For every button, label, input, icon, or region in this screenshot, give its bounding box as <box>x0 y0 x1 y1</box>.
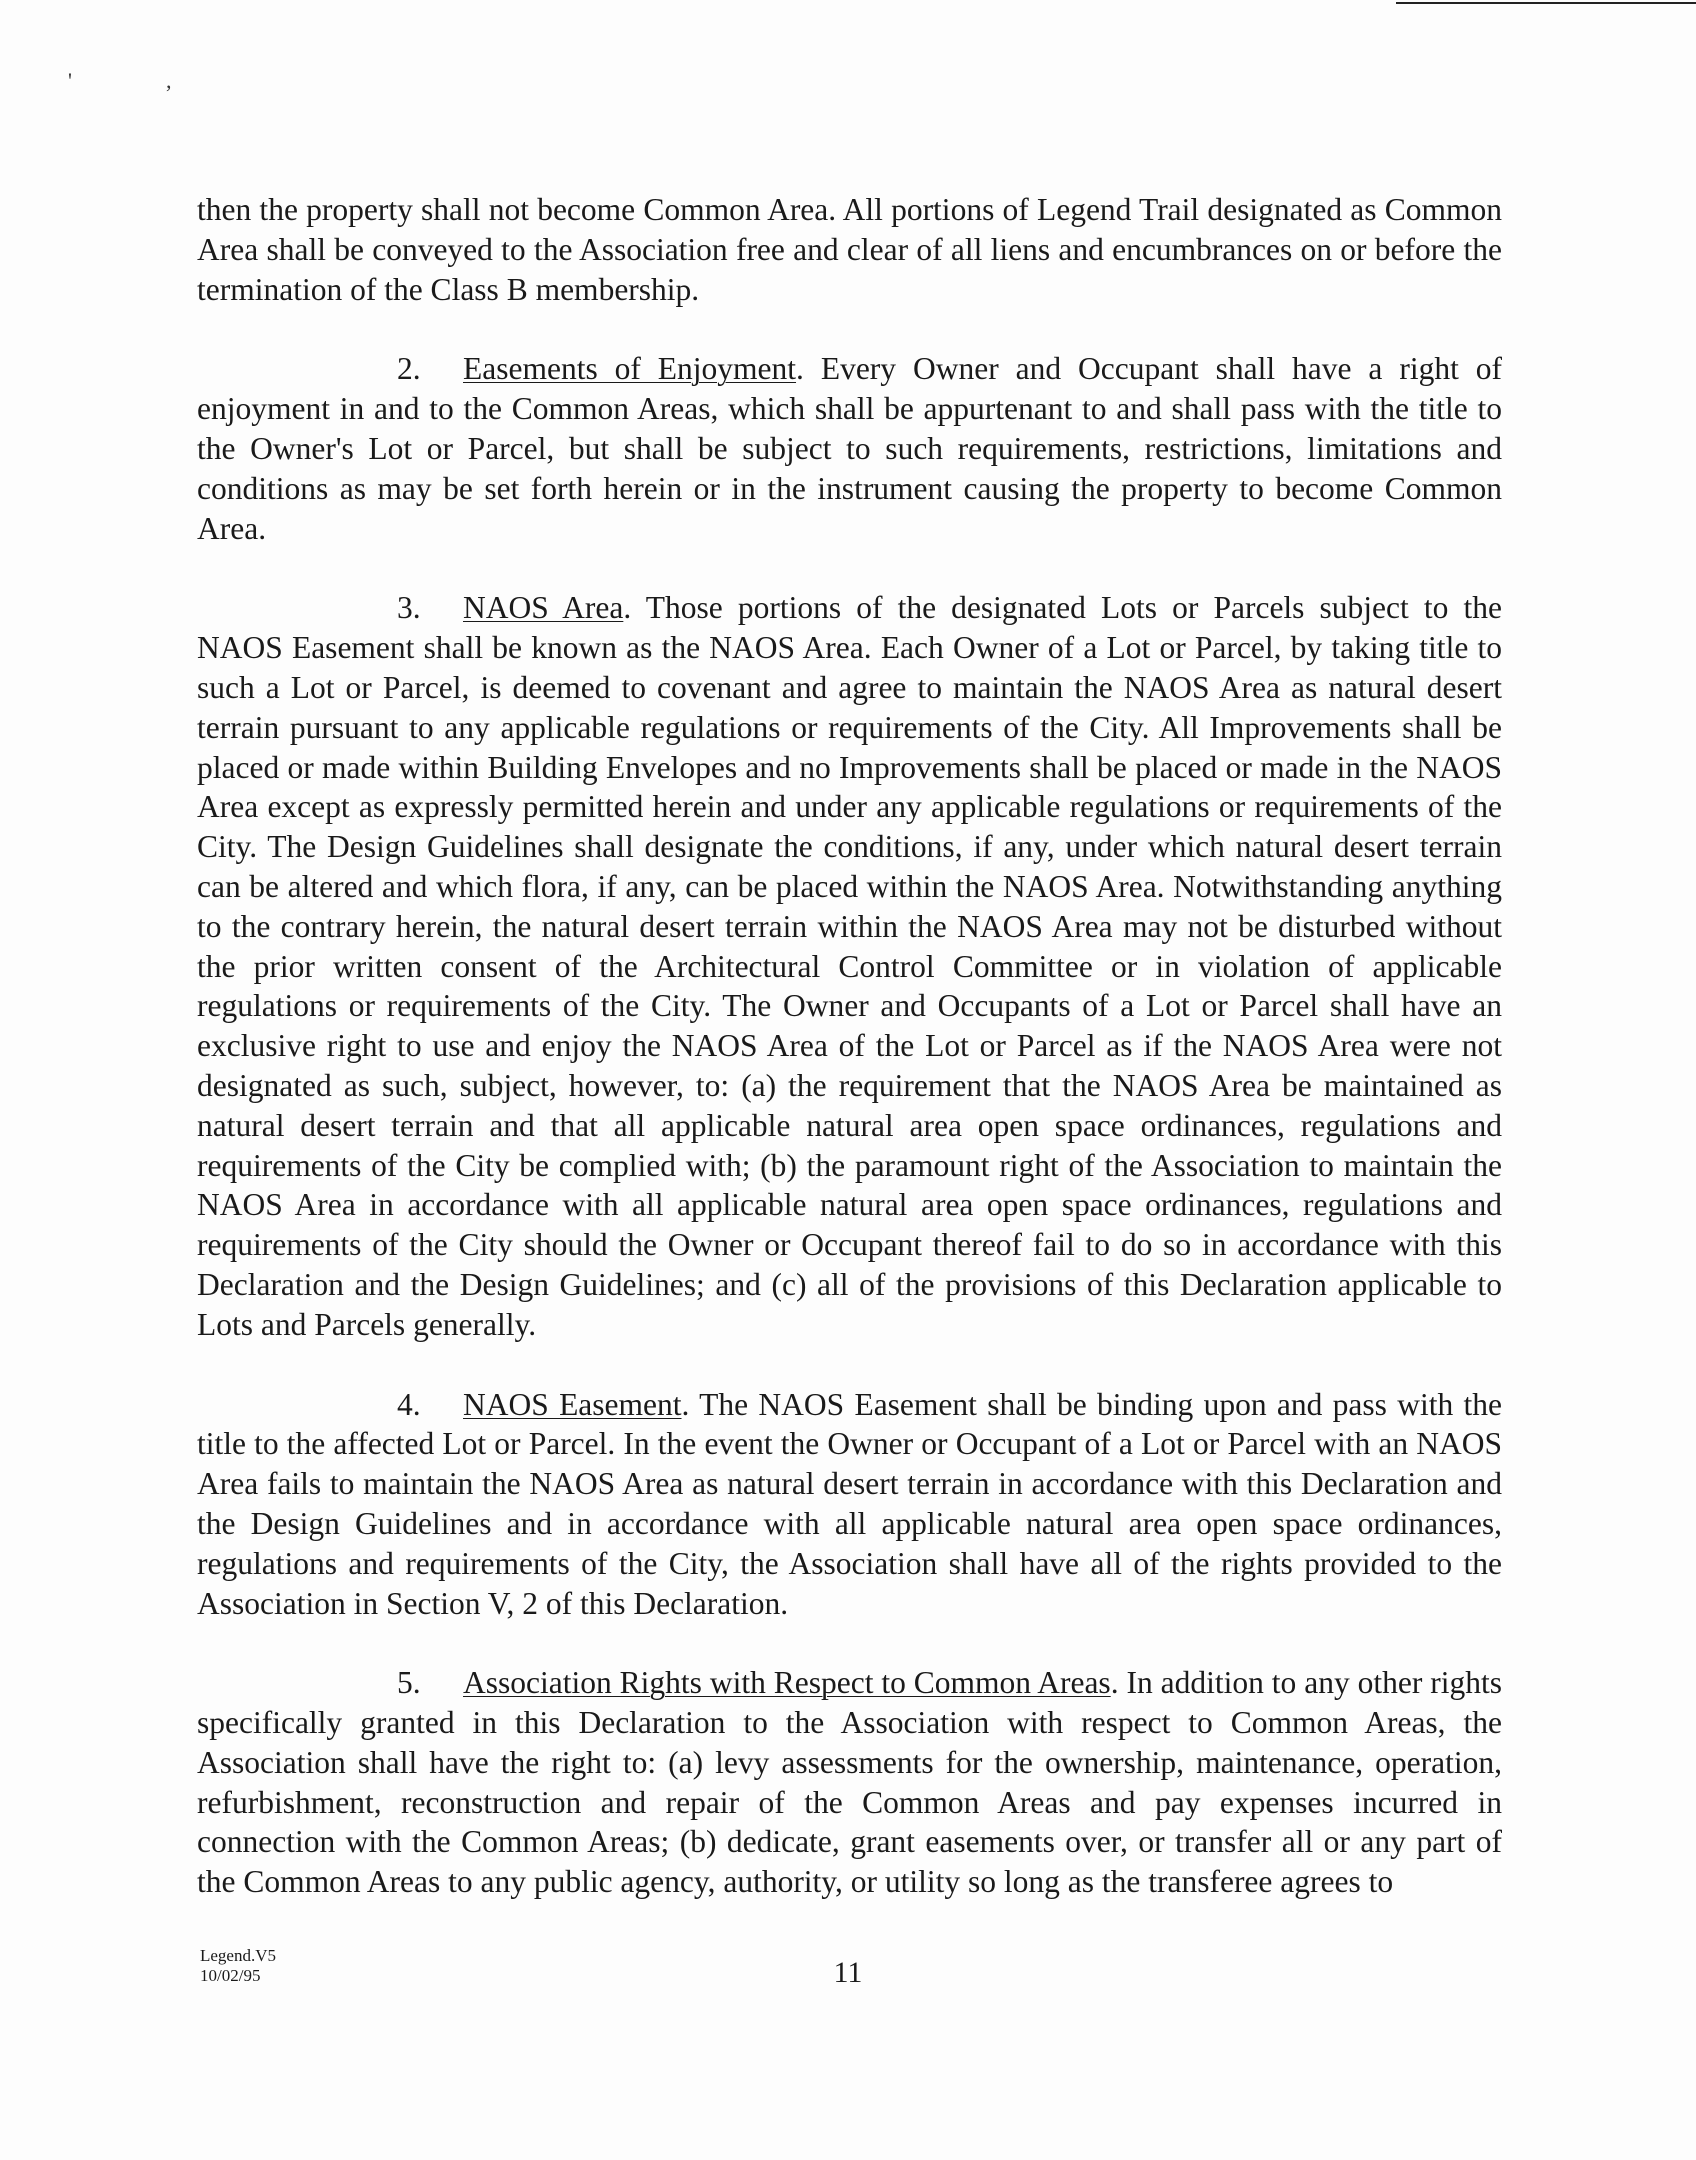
section-heading: NAOS Easement <box>463 1386 682 1422</box>
footer-date: 10/02/95 <box>200 1966 261 1985</box>
paragraph-text: then the property shall not become Common Area. All portions of Legend Trail designated as Common Area shall be conveyed to the Association free and clear of all liens and encumbrances on or before the termination of the Class B membership. <box>197 192 1502 307</box>
section-text: . Every Owner and Occupant shall have a right of enjoyment in and to the Common Areas, which shall be appurtenant to and shall pass with the title to the Owner's Lot or Parcel, but shall be subject to such requirements, restrictions, limitations and conditions as may be set forth herein or in the instrument causing the property to become Common Area. <box>197 351 1502 546</box>
section-text: . The NAOS Easement shall be binding upon and pass with the title to the affected Lot or Parcel. In the event the Owner or Occupant of a Lot or Parcel with an NAOS Area fails to maintain the NAOS Area as natural desert terrain in accordance with this Declaration and the Design Guidelines and in accordance with all applicable natural area open space ordinances, regulations and requirements of the City, the Association shall have all of the rights provided to the Association in Section V, 2 of this Declaration. <box>197 1386 1502 1621</box>
section-text: . Those portions of the designated Lots or Parcels subject to the NAOS Easement shall be known as the NAOS Area. Each Owner of a Lot or Parcel, by taking title to such a Lot or Parcel, is deemed to covenant and agree to maintain the NAOS Area as natural desert terrain pursuant to any applicable regulations or requirements of the City. All Improvements shall be placed or made within Building Envelopes and no Improvements shall be placed or made in the NAOS Area except as expressly permitted herein and under any applicable regulations or requirements of the City. The Design Guidelines shall designate the conditions, if any, under which natural desert terrain can be altered and which flora, if any, can be placed within the NAOS Area. Notwithstanding anything to the contrary herein, the natural desert terrain within the NAOS Area may not be disturbed without the prior written consent of the Architectural Control Committee or in violation of applicable regulations or requirements of the City. The Owner and Occupants of a Lot or Parcel shall have an exclusive right to use and enjoy the NAOS Area of the Lot or Parcel as if the NAOS Area were not designated as such, subject, however, to: (a) the requirement that the NAOS Area be maintained as natural desert terrain and that all applicable natural area open space ordinances, regulations and requirements of the City be complied with; (b) the paramount right of the Association to maintain the NAOS Area in accordance with all applicable natural area open space ordinances, regulations and requirements of the City should the Owner or Occupant thereof fail to do so in accordance with this Declaration and the Design Guidelines; and (c) all of the provisions of this Declaration applicable to Lots and Parcels generally. <box>197 590 1502 1342</box>
section-number: 2. <box>397 351 421 387</box>
section-2-easements-of-enjoyment <box>197 349 1502 548</box>
section-5-association-rights <box>197 1663 1502 1902</box>
scan-edge-rule <box>1396 2 1696 4</box>
section-4-naos-easement <box>197 1385 1502 1624</box>
section-number: 4. <box>397 1386 421 1422</box>
section-number: 5. <box>397 1665 421 1701</box>
section-heading: Easements of Enjoyment <box>463 351 797 387</box>
section-number: 3. <box>397 590 421 626</box>
section-text: . In addition to any other rights specifically granted in this Declaration to the Association with respect to Common Areas, the Association shall have the right to: (a) levy assessments for the ownership, maintenance, operation, refurbishment, reconstruction and repair of the Common Areas and pay expenses incurred in connection with the Common Areas; (b) dedicate, grant easements over, or transfer all or any part of the Common Areas to any public agency, authority, or utility so long as the transferee agrees to <box>197 1665 1502 1900</box>
section-3-naos-area <box>197 588 1502 1344</box>
page-number: 11 <box>833 1956 863 1989</box>
section-heading: Association Rights with Respect to Common Areas <box>463 1665 1111 1701</box>
scan-mark: ' <box>68 68 72 93</box>
continuation-paragraph <box>197 190 1502 309</box>
footer-doc-version: Legend.V5 <box>200 1946 277 1965</box>
section-heading: NAOS Area <box>463 590 624 626</box>
scan-mark: , <box>166 68 172 93</box>
document-body <box>197 190 1502 1942</box>
